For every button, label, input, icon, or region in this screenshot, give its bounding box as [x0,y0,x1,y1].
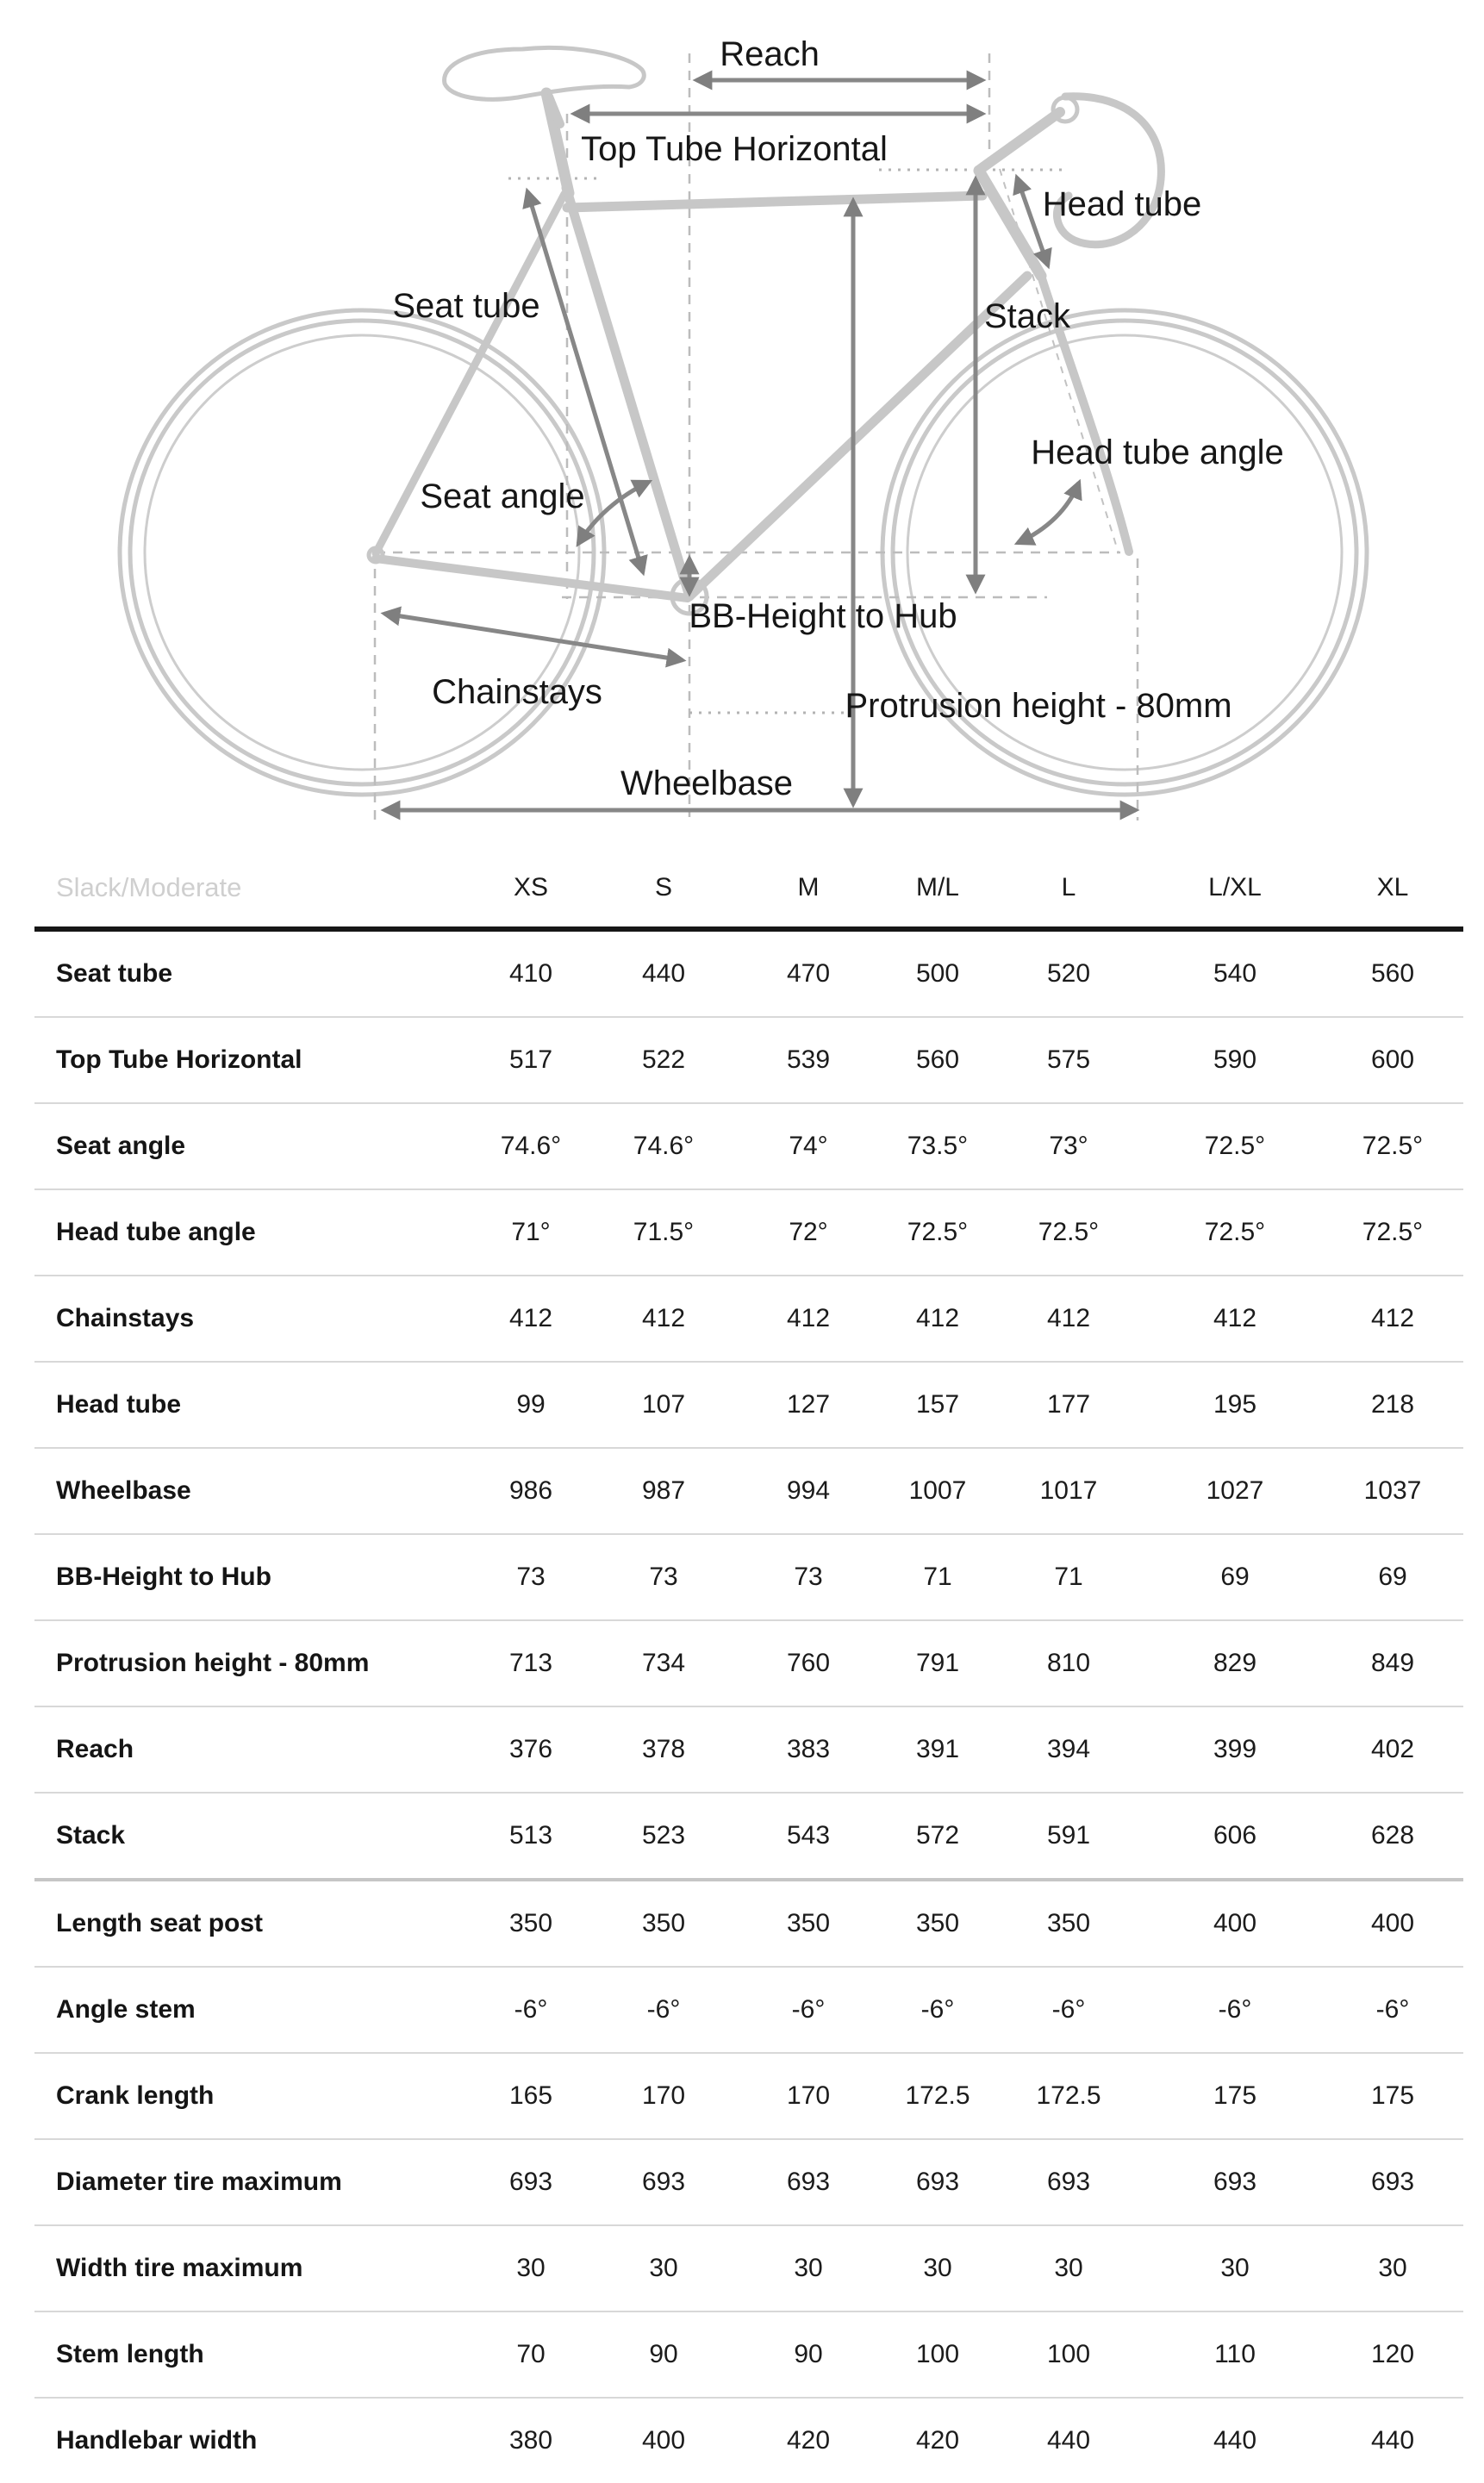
row-value: 1007 [908,1476,967,1505]
row-label: Wheelbase [56,1476,191,1505]
table-row [34,1363,1463,1449]
size-column-header-m: M [797,873,820,901]
row-value: 175 [1213,2081,1257,2110]
row-label: Length seat post [56,1909,264,1937]
table-row [34,1621,1463,1707]
row-value: 591 [1046,1821,1091,1850]
row-value: 127 [786,1390,831,1419]
table-row [34,1449,1463,1535]
row-value: 380 [508,2426,553,2455]
row-value: 1027 [1206,1476,1264,1505]
row-value: 693 [641,2168,686,2196]
row-value: 30 [1220,2254,1250,2282]
row-value: 350 [786,1909,831,1937]
row-value: 399 [1213,1735,1257,1763]
row-value: -6° [791,1995,826,2024]
table-row [34,1707,1463,1794]
row-value: 560 [1370,959,1415,988]
row-value: -6° [920,1995,955,2024]
row-value: 100 [1046,2340,1091,2368]
row-value: 994 [786,1476,831,1505]
row-value: 72.5° [1204,1218,1266,1246]
row-label: Width tire maximum [56,2254,303,2282]
label-wheelbase: Wheelbase [620,764,794,802]
row-value: 170 [641,2081,686,2110]
table-row [34,1535,1463,1621]
row-value: 539 [786,1045,831,1074]
row-value: 600 [1370,1045,1415,1074]
row-value: 30 [923,2254,952,2282]
row-value: 73 [516,1563,546,1591]
row-value: 218 [1370,1390,1415,1419]
label-top-tube: Top Tube Horizontal [581,130,888,168]
row-value: 572 [915,1821,960,1850]
row-value: 400 [1370,1909,1415,1937]
size-column-header-ml: M/L [915,873,959,901]
row-value: 378 [641,1735,686,1763]
row-value: 30 [794,2254,823,2282]
table-rows [34,932,1463,2483]
row-value: 73.5° [907,1132,969,1160]
row-value: 71° [511,1218,551,1246]
size-column-header-l: L [1061,873,1076,901]
table-corner-label: Slack/Moderate [56,872,242,902]
chainstays-arrow [384,614,683,660]
row-value: -6° [1218,1995,1252,2024]
row-value: 100 [915,2340,960,2368]
row-value: 400 [641,2426,686,2455]
row-value: 713 [508,1649,553,1677]
row-value: 350 [915,1909,960,1937]
row-value: 70 [516,2340,546,2368]
row-value: 628 [1370,1821,1415,1850]
row-label: Diameter tire maximum [56,2168,342,2196]
row-value: 73° [1049,1132,1088,1160]
row-label: Handlebar width [56,2426,258,2455]
row-value: 760 [786,1649,831,1677]
row-value: 693 [1046,2168,1091,2196]
row-value: 1037 [1363,1476,1422,1505]
table-row [34,1104,1463,1190]
saddle-icon [445,47,645,99]
row-value: 693 [786,2168,831,2196]
row-value: 420 [786,2426,831,2455]
row-value: 71 [923,1563,952,1591]
row-label: Crank length [56,2081,215,2110]
row-label: Protrusion height - 80mm [56,1649,370,1677]
row-value: 590 [1213,1045,1257,1074]
row-value: 72.5° [907,1218,969,1246]
row-value: 517 [508,1045,553,1074]
row-value: 394 [1046,1735,1091,1763]
row-value: -6° [514,1995,548,2024]
row-value: 30 [516,2254,546,2282]
row-value: -6° [1375,1995,1410,2024]
row-value: 165 [508,2081,553,2110]
row-value: 120 [1370,2340,1415,2368]
row-value: 440 [1370,2426,1415,2455]
row-value: 420 [915,2426,960,2455]
label-seat-tube: Seat tube [392,287,540,325]
row-value: 560 [915,1045,960,1074]
row-value: 157 [915,1390,960,1419]
row-value: 71 [1054,1563,1083,1591]
table-row [34,2399,1463,2483]
row-value: 69 [1220,1563,1250,1591]
row-value: 412 [641,1304,686,1332]
row-value: 412 [508,1304,553,1332]
row-label: BB-Height to Hub [56,1563,271,1591]
row-value: 69 [1378,1563,1407,1591]
row-value: 500 [915,959,960,988]
label-head-tube-angle: Head tube angle [1031,434,1284,471]
row-label: Stack [56,1821,126,1850]
row-value: 73 [794,1563,823,1591]
row-value: 849 [1370,1649,1415,1677]
geometry-table [34,849,1463,2483]
row-value: -6° [1051,1995,1086,2024]
row-value: 410 [508,959,553,988]
row-value: 412 [1046,1304,1091,1332]
row-value: 522 [641,1045,686,1074]
row-value: 523 [641,1821,686,1850]
row-label: Seat tube [56,959,173,988]
row-value: 74.6° [500,1132,562,1160]
size-column-header-lxl: L/XL [1208,873,1262,901]
bike-geometry-diagram [0,0,1484,849]
row-value: 540 [1213,959,1257,988]
row-value: 440 [641,959,686,988]
row-value: 412 [915,1304,960,1332]
table-row [34,2140,1463,2226]
row-value: 72.5° [1362,1132,1424,1160]
row-label: Angle stem [56,1995,196,2024]
row-value: 400 [1213,1909,1257,1937]
label-bb-height: BB-Height to Hub [689,597,957,635]
row-value: 412 [1370,1304,1415,1332]
row-value: 520 [1046,959,1091,988]
row-value: 172.5 [905,2081,970,2110]
label-chainstays: Chainstays [432,673,602,711]
row-value: 693 [508,2168,553,2196]
row-value: 376 [508,1735,553,1763]
row-label: Top Tube Horizontal [56,1045,302,1074]
table-row [34,1018,1463,1104]
row-value: 90 [649,2340,678,2368]
row-value: 391 [915,1735,960,1763]
row-value: 170 [786,2081,831,2110]
table-row [34,932,1463,1018]
table-row [34,2312,1463,2399]
table-row [34,1276,1463,1363]
row-value: 693 [1370,2168,1415,2196]
head-tube-angle-arc [1018,483,1079,543]
row-value: 195 [1213,1390,1257,1419]
row-label: Chainstays [56,1304,195,1332]
row-value: 383 [786,1735,831,1763]
size-column-header-s: S [654,873,672,901]
row-value: 412 [786,1304,831,1332]
table-row [34,1794,1463,1881]
label-head-tube: Head tube [1042,185,1202,223]
row-value: 74° [789,1132,828,1160]
row-value: 543 [786,1821,831,1850]
label-seat-angle: Seat angle [420,477,585,515]
row-value: 110 [1214,2340,1256,2368]
label-protrusion: Protrusion height - 80mm [845,687,1232,725]
table-row [34,1881,1463,1968]
row-value: 440 [1213,2426,1257,2455]
row-value: 74.6° [633,1132,695,1160]
row-label: Head tube [56,1390,182,1419]
size-column-header-xs: XS [513,873,549,901]
size-column-header-xl: XL [1376,873,1409,901]
table-row [34,2054,1463,2140]
row-value: 350 [641,1909,686,1937]
row-value: 30 [649,2254,678,2282]
row-value: 72.5° [1038,1218,1100,1246]
row-value: 412 [1213,1304,1257,1332]
row-value: 172.5 [1036,2081,1101,2110]
row-value: 72° [789,1218,828,1246]
row-value: 470 [786,959,831,988]
row-value: 402 [1370,1735,1415,1763]
row-value: 72.5° [1362,1218,1424,1246]
table-row [34,2226,1463,2312]
row-value: 693 [1213,2168,1257,2196]
diagram-labels [392,35,1283,802]
row-value: 90 [794,2340,823,2368]
row-value: 72.5° [1204,1132,1266,1160]
row-label: Seat angle [56,1132,186,1160]
row-value: 175 [1370,2081,1415,2110]
row-value: -6° [646,1995,681,2024]
table-row [34,1968,1463,2054]
table-row [34,1190,1463,1276]
row-value: 734 [641,1649,686,1677]
row-value: 693 [915,2168,960,2196]
row-value: 606 [1213,1821,1257,1850]
row-value: 575 [1046,1045,1091,1074]
row-value: 829 [1213,1649,1257,1677]
label-reach: Reach [720,35,820,73]
row-value: 513 [508,1821,553,1850]
row-value: 986 [508,1476,553,1505]
row-value: 71.5° [633,1218,695,1246]
label-stack: Stack [983,297,1071,335]
row-value: 987 [641,1476,686,1505]
row-label: Reach [56,1735,134,1763]
row-value: 1017 [1039,1476,1098,1505]
row-value: 177 [1046,1390,1091,1419]
row-value: 440 [1046,2426,1091,2455]
row-value: 30 [1378,2254,1407,2282]
row-value: 350 [1046,1909,1091,1937]
row-value: 107 [641,1390,686,1419]
table-header-row [34,849,1463,932]
row-value: 99 [516,1390,546,1419]
row-value: 350 [508,1909,553,1937]
row-value: 810 [1046,1649,1091,1677]
row-value: 30 [1054,2254,1083,2282]
row-value: 73 [649,1563,678,1591]
row-value: 791 [915,1649,960,1677]
row-label: Head tube angle [56,1218,256,1246]
row-label: Stem length [56,2340,204,2368]
